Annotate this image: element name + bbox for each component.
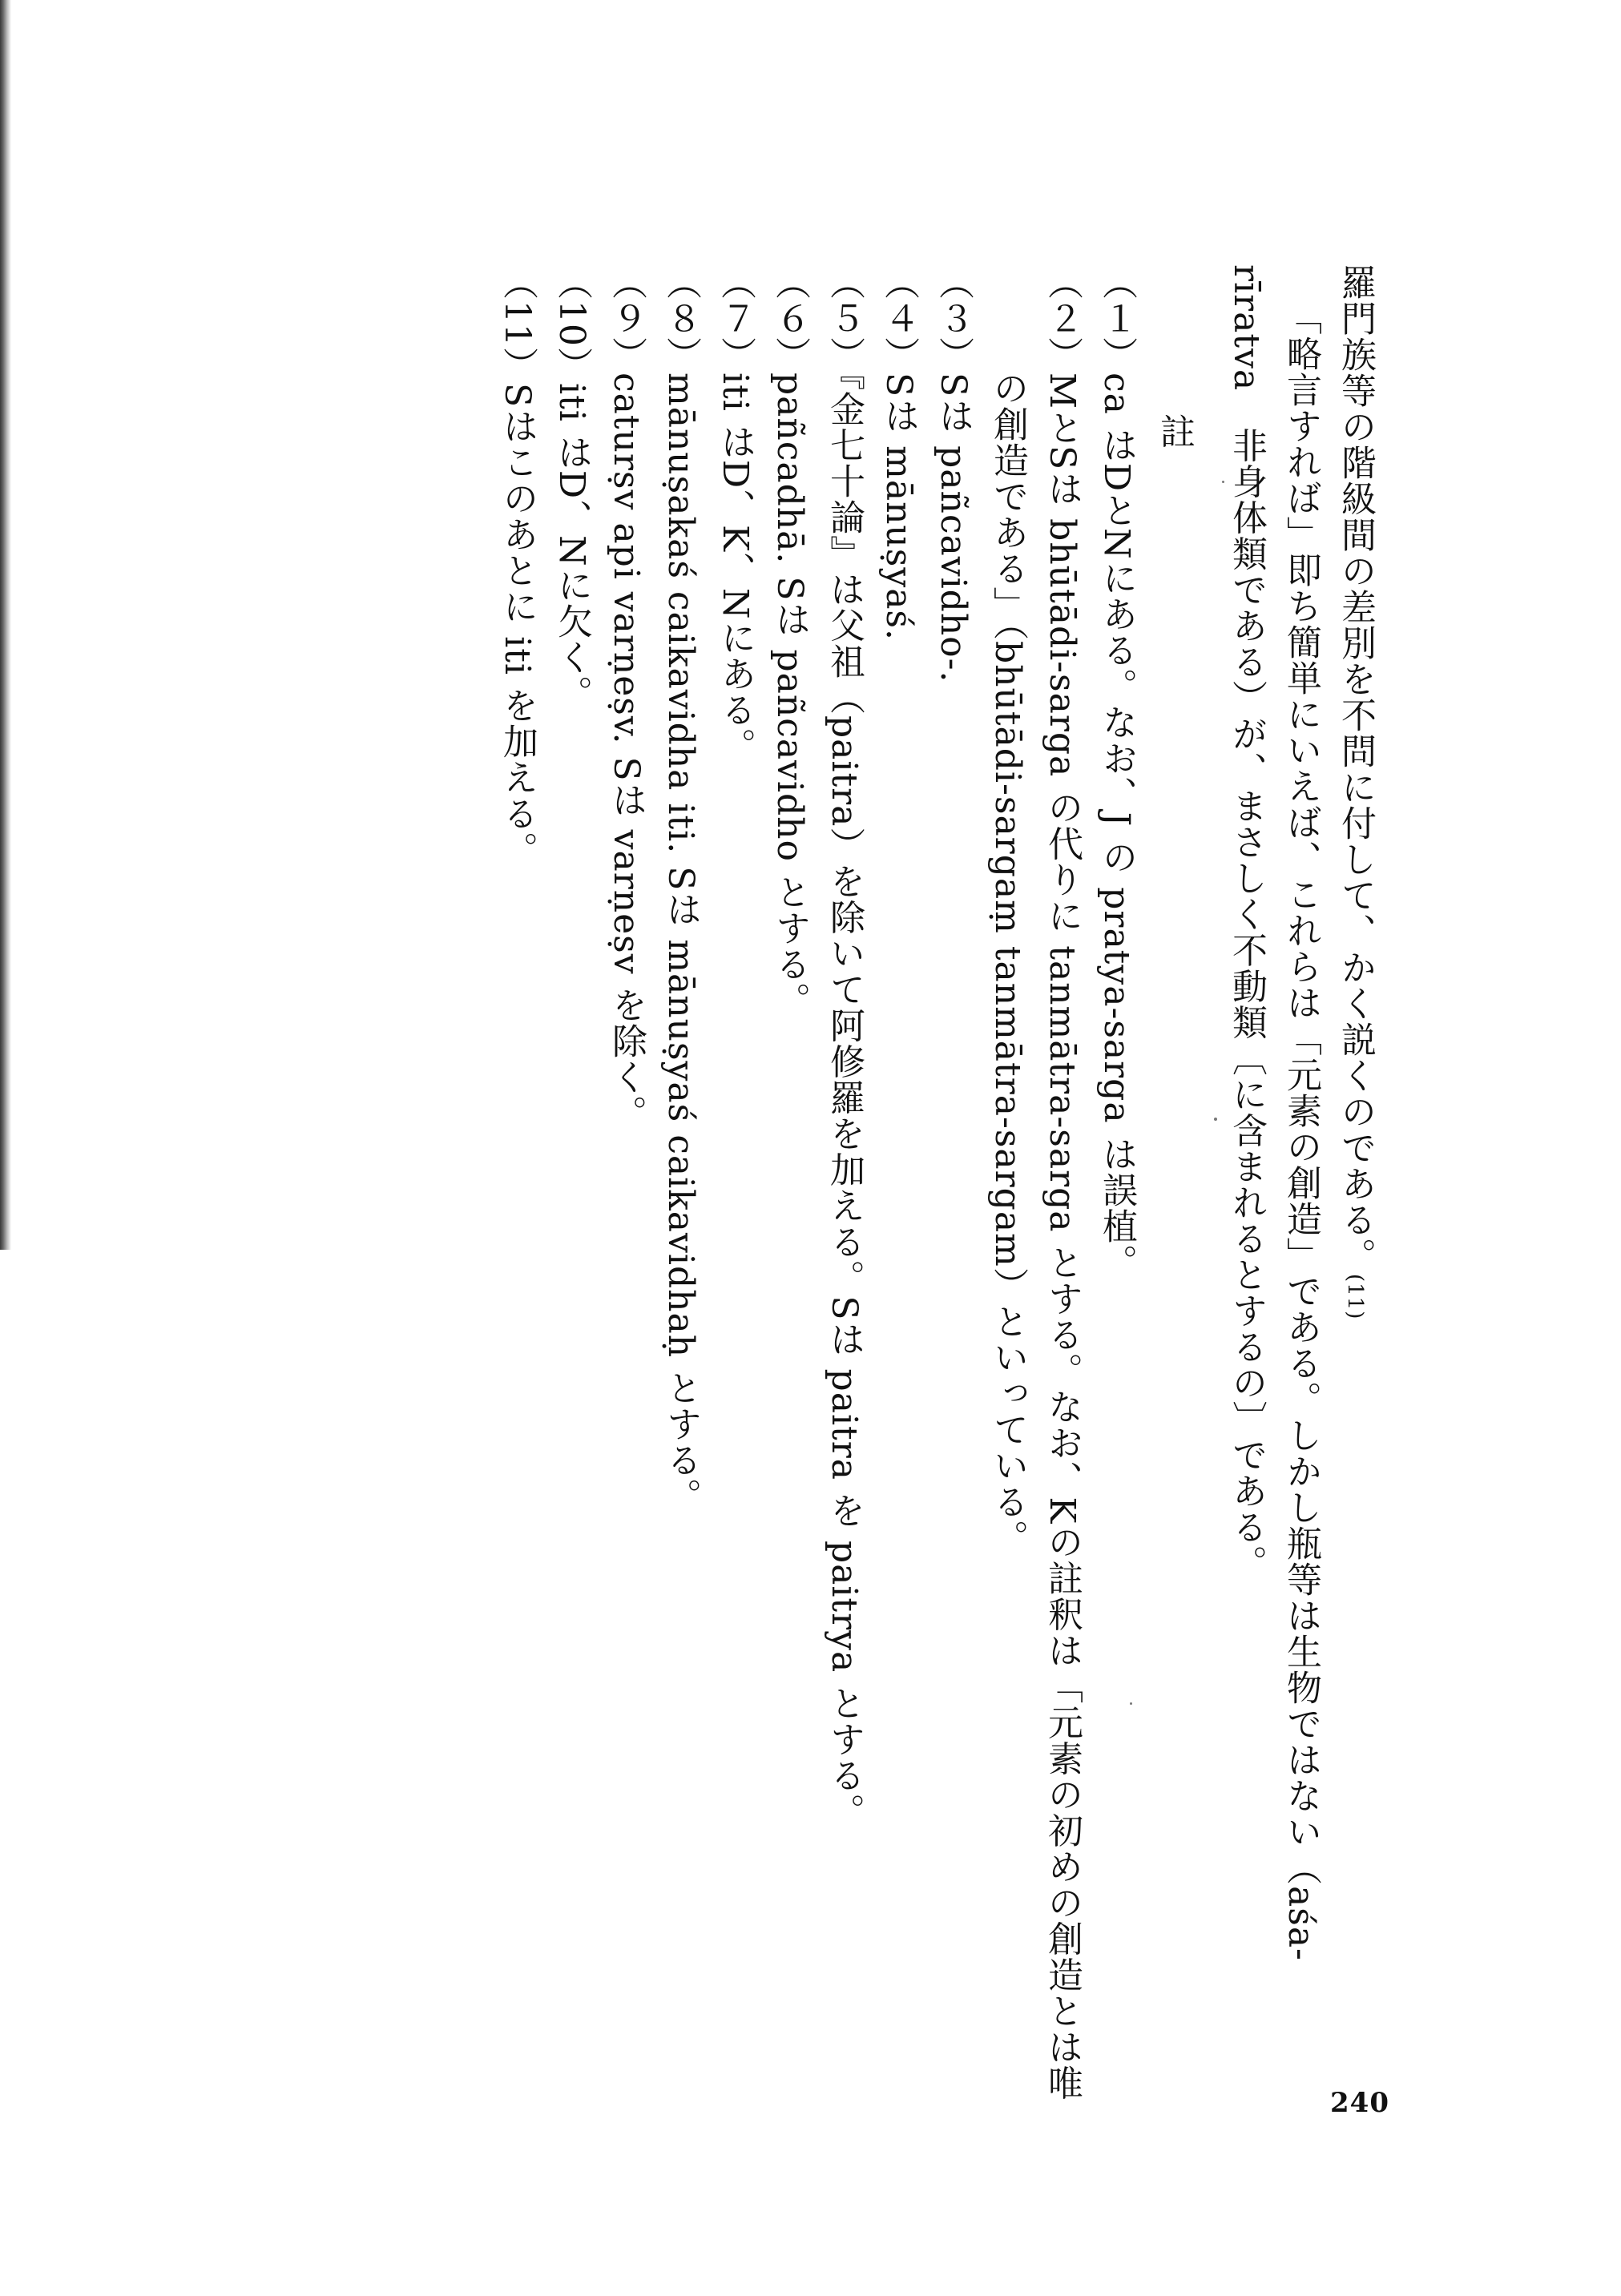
- note-number: （９）: [606, 264, 647, 373]
- footnote-reference: (11): [1343, 1274, 1367, 1320]
- note-item: [490, 264, 544, 2059]
- note-number: （11）: [497, 264, 538, 383]
- note-text: iti はD、Nに欠く。: [551, 383, 592, 711]
- note-text: caturṣv api varṇeṣv. Sは varṇeṣv を除く。: [606, 373, 647, 1131]
- page-number: 240: [1330, 2087, 1389, 2119]
- note-number: （５）: [824, 264, 865, 373]
- note-number: （６）: [769, 264, 810, 373]
- scan-binding-edge: [0, 0, 11, 1250]
- notes-heading: 註: [1154, 413, 1195, 449]
- body-line: rīratva 非身体類である）が、まさしく不動類〔に含まれるとするの〕である。: [1226, 264, 1267, 1581]
- note-text: Sはこのあとに iti を加える。: [497, 383, 538, 868]
- note-number: （８）: [660, 264, 701, 373]
- note-item: [762, 264, 817, 2059]
- note-item: [1034, 264, 1089, 2101]
- note-item: [653, 264, 708, 2059]
- note-number: （４）: [878, 264, 919, 373]
- note-text: Sは pañcavidho-.: [933, 373, 974, 683]
- note-item: [708, 264, 762, 2059]
- note-text: Sは mānuṣyaś.: [878, 373, 919, 641]
- body-line-text: 羅門族等の階級間の差別を不問に付して、かく説くのである。: [1335, 264, 1376, 1274]
- body-line: [1328, 264, 1382, 2059]
- note-item: [817, 264, 871, 2059]
- note-number: （３）: [933, 264, 974, 373]
- body-line: 「略言すれば」即ち簡単にいえば、これらは「元素の創造」である。しかし瓶等は生物ではない（aśa-: [1280, 300, 1321, 1961]
- note-number: （10）: [551, 264, 592, 383]
- note-item: [871, 264, 925, 2059]
- note-number: （７）: [715, 264, 756, 373]
- note-text: pañcadhā. Sは pañcavidho とする。: [769, 373, 810, 1018]
- note-text: MとSは bhūtādi-sarga の代りに tanmātra-sarga とする。なお、Kの註釈は「元素の初めの創造とは唯: [1042, 373, 1083, 2101]
- vertical-text-block: [490, 264, 1382, 2101]
- note-item: [925, 264, 980, 2059]
- note-number: （１）: [1096, 264, 1137, 373]
- note-item: [599, 264, 653, 2059]
- note-continuation: の創造である」（bhūtādi-sargaṃ tanmātra-sargam）といっている。: [987, 370, 1028, 1556]
- note-text: 『金七十論』は父祖（paitra）を除いて阿修羅を加える。Sは paitra を paitrya とする。: [824, 373, 865, 1830]
- note-text: ca はDとNにある。なお、J の pratya-sarga は誤植。: [1096, 373, 1137, 1280]
- note-text: iti はD、K、Nにある。: [715, 373, 756, 764]
- note-item: [544, 264, 599, 2059]
- note-number: （２）: [1042, 264, 1083, 373]
- note-item: [1089, 264, 1143, 2059]
- note-text: mānuṣakaś caikavidha iti. Sは mānuṣyaś caikavidhaḥ とする。: [660, 373, 701, 1515]
